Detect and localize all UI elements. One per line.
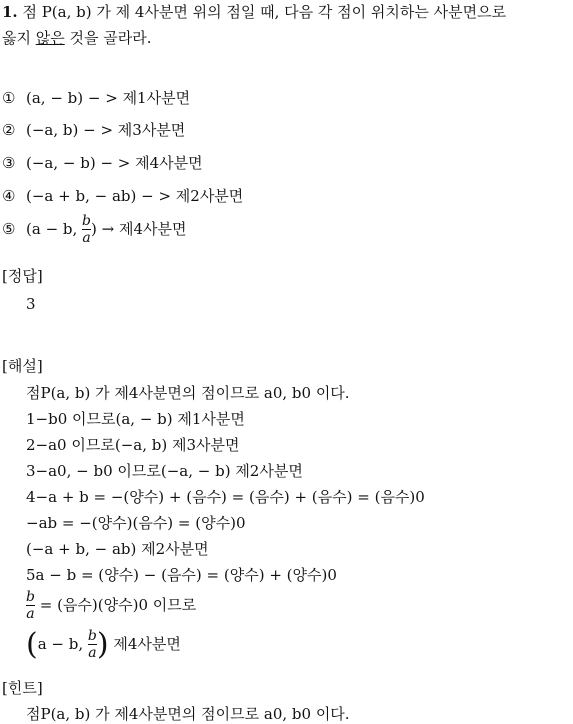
question-text-pre: 옳지 — [2, 29, 36, 47]
solution-line: (−a + b, − ab) 제2사분면 — [26, 540, 209, 558]
option-3 — [2, 153, 203, 173]
question-line-1 — [2, 2, 506, 22]
fraction-numerator: b — [87, 628, 97, 644]
question-number: 1. — [2, 3, 18, 21]
solution-last-post: 제4사분면 — [108, 635, 181, 653]
solution-line: 3−a0, − b0 이므로(−a, − b) 제2사분면 — [26, 462, 303, 480]
solution-fraction-text: = (음수)(양수)0 이므로 — [34, 596, 197, 614]
option-1 — [2, 88, 190, 108]
hint-text: 점P(a, b) 가 제4사분면의 점이므로 a0, b0 이다. — [26, 705, 350, 723]
option-2 — [2, 120, 185, 140]
fraction-denominator: a — [26, 606, 35, 622]
solution-label: [해설] — [2, 357, 43, 375]
fraction — [26, 590, 35, 622]
right-paren: ) — [96, 627, 109, 662]
option-text: (−a, − b) − > 제4사분면 — [26, 154, 203, 172]
solution-line: 1−b0 이므로(a, − b) 제1사분면 — [26, 410, 245, 428]
option-mark: ① — [2, 89, 16, 107]
option-4 — [2, 186, 243, 206]
option-text: (a, − b) − > 제1사분면 — [26, 89, 191, 107]
question-text: 점 P(a, b) 가 제 4사분면 위의 점일 때, 다음 각 점이 위치하는 사분면으로 — [22, 3, 507, 21]
fraction — [88, 629, 97, 661]
fraction-numerator: b — [82, 213, 92, 229]
option-text-pre: (a − b, — [26, 220, 83, 238]
question-line-2 — [2, 28, 152, 48]
option-text-post: ) → 제4사분면 — [91, 220, 187, 238]
underlined-word: 않은 — [35, 29, 65, 47]
fraction — [82, 214, 91, 246]
solution-line: −ab = −(양수)(음수) = (양수)0 — [26, 514, 246, 532]
answer-value: 3 — [26, 295, 36, 313]
option-mark: ⑤ — [2, 220, 16, 238]
option-mark: ④ — [2, 187, 16, 205]
fraction-numerator: b — [26, 589, 35, 605]
option-5 — [2, 212, 186, 246]
solution-fraction-line — [26, 588, 196, 622]
solution-line: 4−a + b = −(양수) + (음수) = (음수) + (음수) = (음수)0 — [26, 488, 425, 506]
hint-label: [힌트] — [2, 679, 43, 697]
fraction-denominator: a — [88, 645, 97, 661]
option-mark: ③ — [2, 154, 16, 172]
option-text: (−a, b) − > 제3사분면 — [26, 121, 186, 139]
solution-last-pre: a − b, — [37, 635, 88, 653]
option-text: (−a + b, − ab) − > 제2사분면 — [26, 187, 244, 205]
option-mark: ② — [2, 121, 16, 139]
fraction-denominator: a — [82, 230, 91, 246]
solution-line: 5a − b = (양수) − (음수) = (양수) + (양수)0 — [26, 566, 337, 584]
solution-last-line — [26, 624, 181, 664]
question-text-post: 것을 골라라. — [64, 29, 152, 47]
solution-line: 2−a0 이므로(−a, b) 제3사분면 — [26, 436, 240, 454]
solution-line: 점P(a, b) 가 제4사분면의 점이므로 a0, b0 이다. — [26, 384, 350, 402]
answer-label: [정답] — [2, 267, 43, 285]
left-paren: ( — [26, 627, 38, 662]
